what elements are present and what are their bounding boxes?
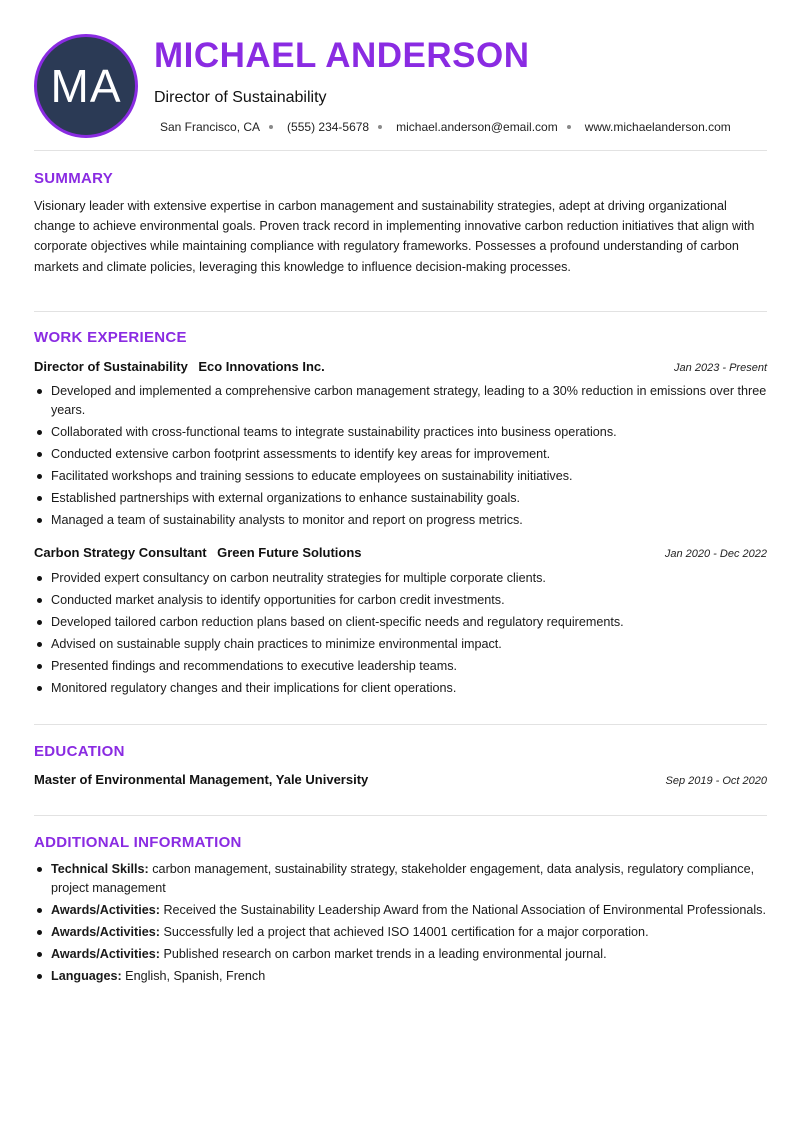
item-text: Published research on carbon market trends in a leading environmental journal. bbox=[159, 946, 607, 961]
avatar bbox=[34, 34, 138, 138]
education-heading: EDUCATION bbox=[34, 743, 125, 760]
list-item: Established partnerships with external organizations to enhance sustainability goals. bbox=[34, 489, 767, 508]
list-item: Collaborated with cross-functional teams to integrate sustainability practices into business operations. bbox=[34, 423, 767, 442]
item-text: Successfully led a project that achieved ISO 14001 certification for a major corporation. bbox=[159, 924, 649, 939]
item-text: English, Spanish, French bbox=[121, 968, 266, 983]
item-label: Awards/Activities: bbox=[51, 924, 160, 939]
item-text: carbon management, sustainability strategy, stakeholder engagement, data analysis, regulatory compliance, project management bbox=[51, 862, 755, 895]
additional-list bbox=[34, 860, 767, 989]
separator-dot bbox=[269, 125, 273, 129]
job-header bbox=[34, 358, 767, 376]
divider bbox=[34, 150, 767, 151]
job-company: Green Future Solutions bbox=[217, 545, 362, 560]
education-date: Sep 2019 - Oct 2020 bbox=[665, 775, 767, 787]
list-item bbox=[34, 967, 767, 986]
list-item: Facilitated workshops and training sessions to educate employees on sustainability initiatives. bbox=[34, 467, 767, 486]
contact-phone: (555) 234-5678 bbox=[287, 120, 370, 134]
item-text: Received the Sustainability Leadership Award from the National Association of Environmental Professionals. bbox=[159, 902, 766, 917]
job-date: Jan 2023 - Present bbox=[674, 362, 767, 374]
list-item: Monitored regulatory changes and their implications for client operations. bbox=[34, 679, 767, 698]
list-item bbox=[34, 901, 767, 920]
job-date: Jan 2020 - Dec 2022 bbox=[664, 548, 767, 560]
education-degree: Master of Environmental Management, Yale University bbox=[34, 772, 369, 787]
summary-heading: SUMMARY bbox=[34, 170, 114, 187]
experience-heading: WORK EXPERIENCE bbox=[34, 329, 187, 346]
divider bbox=[34, 815, 767, 816]
item-label: Awards/Activities: bbox=[51, 946, 160, 961]
job-bullets bbox=[34, 382, 767, 533]
divider bbox=[34, 724, 767, 725]
job-company: Eco Innovations Inc. bbox=[198, 359, 325, 374]
summary-text: Visionary leader with extensive expertise in carbon management and sustainability strategies, adept at driving organizational change to achieve environmental goals. Proven track record in implementing innovative carbon reduction initiatives that align with corporate objectives while maintaining compliance with regulatory frameworks. Possesses a profound understanding of carbon markets and climate policies, leveraging this knowledge to influence decision-making processes. bbox=[34, 199, 755, 274]
list-item bbox=[34, 923, 767, 942]
list-item bbox=[34, 945, 767, 964]
candidate-name: MICHAEL ANDERSON bbox=[154, 36, 530, 75]
list-item: Managed a team of sustainability analysts to monitor and report on progress metrics. bbox=[34, 511, 767, 530]
job-bullets bbox=[34, 569, 767, 702]
job-role-company bbox=[34, 358, 325, 376]
item-label: Languages: bbox=[51, 968, 122, 983]
list-item: Developed tailored carbon reduction plans based on client-specific needs and regulatory requirements. bbox=[34, 613, 767, 632]
separator-dot bbox=[378, 125, 382, 129]
job-role: Director of Sustainability bbox=[34, 359, 188, 374]
list-item: Conducted extensive carbon footprint assessments to identify key areas for improvement. bbox=[34, 445, 767, 464]
contact-email: michael.anderson@email.com bbox=[396, 120, 558, 134]
additional-heading: ADDITIONAL INFORMATION bbox=[34, 834, 242, 851]
list-item bbox=[34, 860, 767, 897]
list-item: Presented findings and recommendations to executive leadership teams. bbox=[34, 657, 767, 676]
list-item: Developed and implemented a comprehensive carbon management strategy, leading to a 30% reduction in emissions over three years. bbox=[34, 382, 767, 419]
list-item: Advised on sustainable supply chain practices to minimize environmental impact. bbox=[34, 635, 767, 654]
contact-location: San Francisco, CA bbox=[160, 120, 261, 134]
job-role: Carbon Strategy Consultant bbox=[34, 545, 207, 560]
education-entry bbox=[34, 772, 767, 790]
list-item: Conducted market analysis to identify opportunities for carbon credit investments. bbox=[34, 591, 767, 610]
separator-dot bbox=[567, 125, 571, 129]
item-label: Technical Skills: bbox=[51, 862, 149, 876]
job-title: Director of Sustainability bbox=[154, 89, 327, 106]
job-header bbox=[34, 544, 767, 562]
job-role-company bbox=[34, 544, 362, 562]
avatar-initials: MA bbox=[50, 60, 122, 112]
divider bbox=[34, 311, 767, 312]
contact-line bbox=[160, 120, 731, 134]
contact-website: www.michaelanderson.com bbox=[584, 120, 731, 134]
item-label: Awards/Activities: bbox=[51, 902, 160, 917]
list-item: Provided expert consultancy on carbon neutrality strategies for multiple corporate clients. bbox=[34, 569, 767, 588]
